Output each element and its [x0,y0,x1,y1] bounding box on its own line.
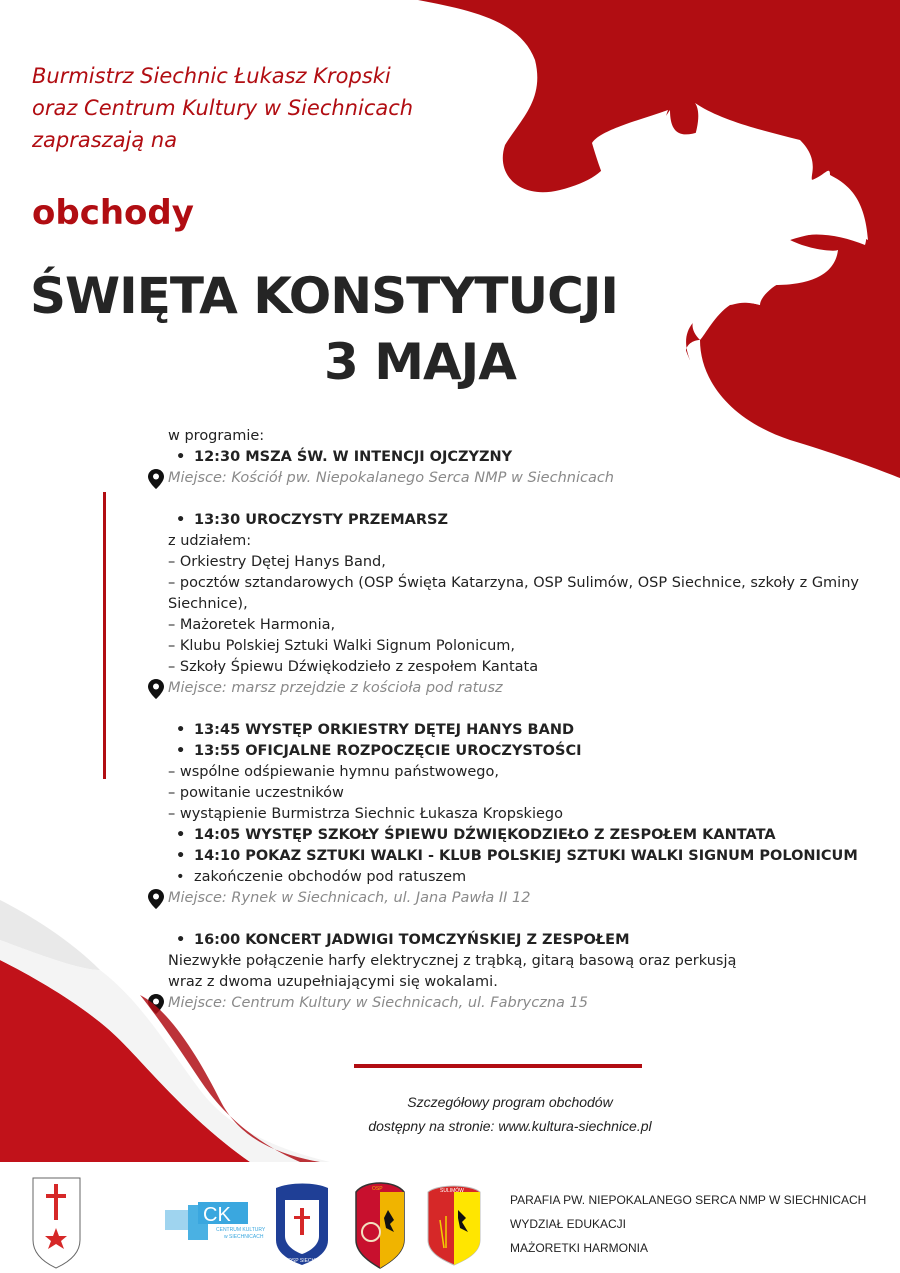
event-detail: – Klubu Polskiej Sztuki Walki Signum Polonicum, [168,638,516,654]
event-detail: wraz z dwoma uzupełniającymi się wokalami. [168,974,498,990]
location-text: Miejsce: Kościół pw. Niepokalanego Serca NMP w Siechnicach [168,470,614,486]
event-detail: Niezwykłe połączenie harfy elektrycznej z trąbką, gitarą basową oraz perkusją [168,953,737,969]
event-detail: – powitanie uczestników [168,785,344,801]
location-pin-icon [148,469,164,489]
ck-logo-text: CK [203,1204,231,1226]
location-text: Miejsce: marsz przejdzie z kościoła pod ratusz [168,680,503,696]
red-divider [354,1064,642,1068]
event-location [148,468,868,489]
website-link[interactable]: dostępny na stronie: www.kultura-siechnice.pl [368,1118,652,1134]
siechnice-coat-of-arms-logo [33,1178,80,1268]
vertical-accent-line [103,492,106,779]
partner-item: WYDZIAŁ EDUKACJI [510,1217,627,1231]
event-detail: – wspólne odśpiewanie hymnu państwowego, [168,764,499,780]
intro-line: zapraszają na [32,128,178,152]
more-info-line: Szczegółowy program obchodów [407,1094,613,1110]
ck-logo-subtext: w SIECHNICACH [224,1234,264,1240]
osp-sulimow-logo [428,1186,480,1265]
location-text: Miejsce: Rynek w Siechnicach, ul. Jana Pawła II 12 [168,890,531,906]
partners-list [510,1188,866,1260]
program-event: • 12:30 MSZA ŚW. W INTENCJI OJCZYZNY [148,447,868,468]
obchody-heading: obchody [32,193,194,233]
program-event: • 14:10 POKAZ SZTUKI WALKI - KLUB POLSKIEJ SZTUKI WALKI SIGNUM POLONICUM [148,846,868,867]
osp-siechnice-text: OSP SIECHNICE [288,1258,328,1264]
main-title-line1: ŚWIĘTA KONSTYTUCJI [30,267,619,325]
event-detail: z udziałem: [168,533,252,549]
location-pin-icon [148,679,164,699]
intro-line: Burmistrz Siechnic Łukasz Kropski [32,64,391,88]
main-title-line2: 3 MAJA [324,333,516,391]
event-detail: – wystąpienie Burmistrza Siechnic Łukasza Kropskiego [168,806,563,822]
partner-item: PARAFIA PW. NIEPOKALANEGO SERCA NMP W SIECHNICACH [510,1193,867,1207]
event-detail: – Szkoły Śpiewu Dźwiękodzieło z zespołem Kantata [168,659,539,675]
sulimow-text: SULIMÓW [440,1188,464,1194]
event-detail: – Mażoretek Harmonia, [168,617,336,633]
osp-label-text: OSP [372,1186,383,1192]
location-text: Miejsce: Centrum Kultury w Siechnicach, ul. Fabryczna 15 [168,995,588,1011]
partner-item: MAŻORETKI HARMONIA [510,1241,649,1255]
flag-ribbon-graphic [0,900,330,1162]
program-event: • zakończenie obchodów pod ratuszem [148,867,868,888]
centrum-kultury-logo [165,1202,266,1240]
program-event: • 16:00 KONCERT JADWIGI TOMCZYŃSKIEJ Z ZESPOŁEM [148,930,868,951]
intro-line: oraz Centrum Kultury w Siechnicach [32,96,414,120]
event-detail: – pocztów sztandarowych (OSP Święta Katarzyna, OSP Sulimów, OSP Siechnice, szkoły z Gminy Siechnice), [168,575,859,612]
event-detail: – Orkiestry Dętej Hanys Band, [168,554,386,570]
more-info [300,1090,720,1138]
event-location [148,678,868,699]
program-event: • 13:45 WYSTĘP ORKIESTRY DĘTEJ HANYS BAND [148,720,868,741]
osp-swieta-katarzyna-logo [356,1183,404,1268]
program-event: • 13:55 OFICJALNE ROZPOCZĘCIE UROCZYSTOŚCI [148,741,868,762]
invitation-text [32,60,413,156]
ck-logo-subtext: CENTRUM KULTURY [216,1227,266,1233]
program-event: • 14:05 WYSTĘP SZKOŁY ŚPIEWU DŹWIĘKODZIEŁO Z ZESPOŁEM KANTATA [148,825,868,846]
program-event: • 13:30 UROCZYSTY PRZEMARSZ [148,510,868,531]
program-intro: w programie: [168,428,265,444]
osp-siechnice-logo [276,1184,328,1266]
